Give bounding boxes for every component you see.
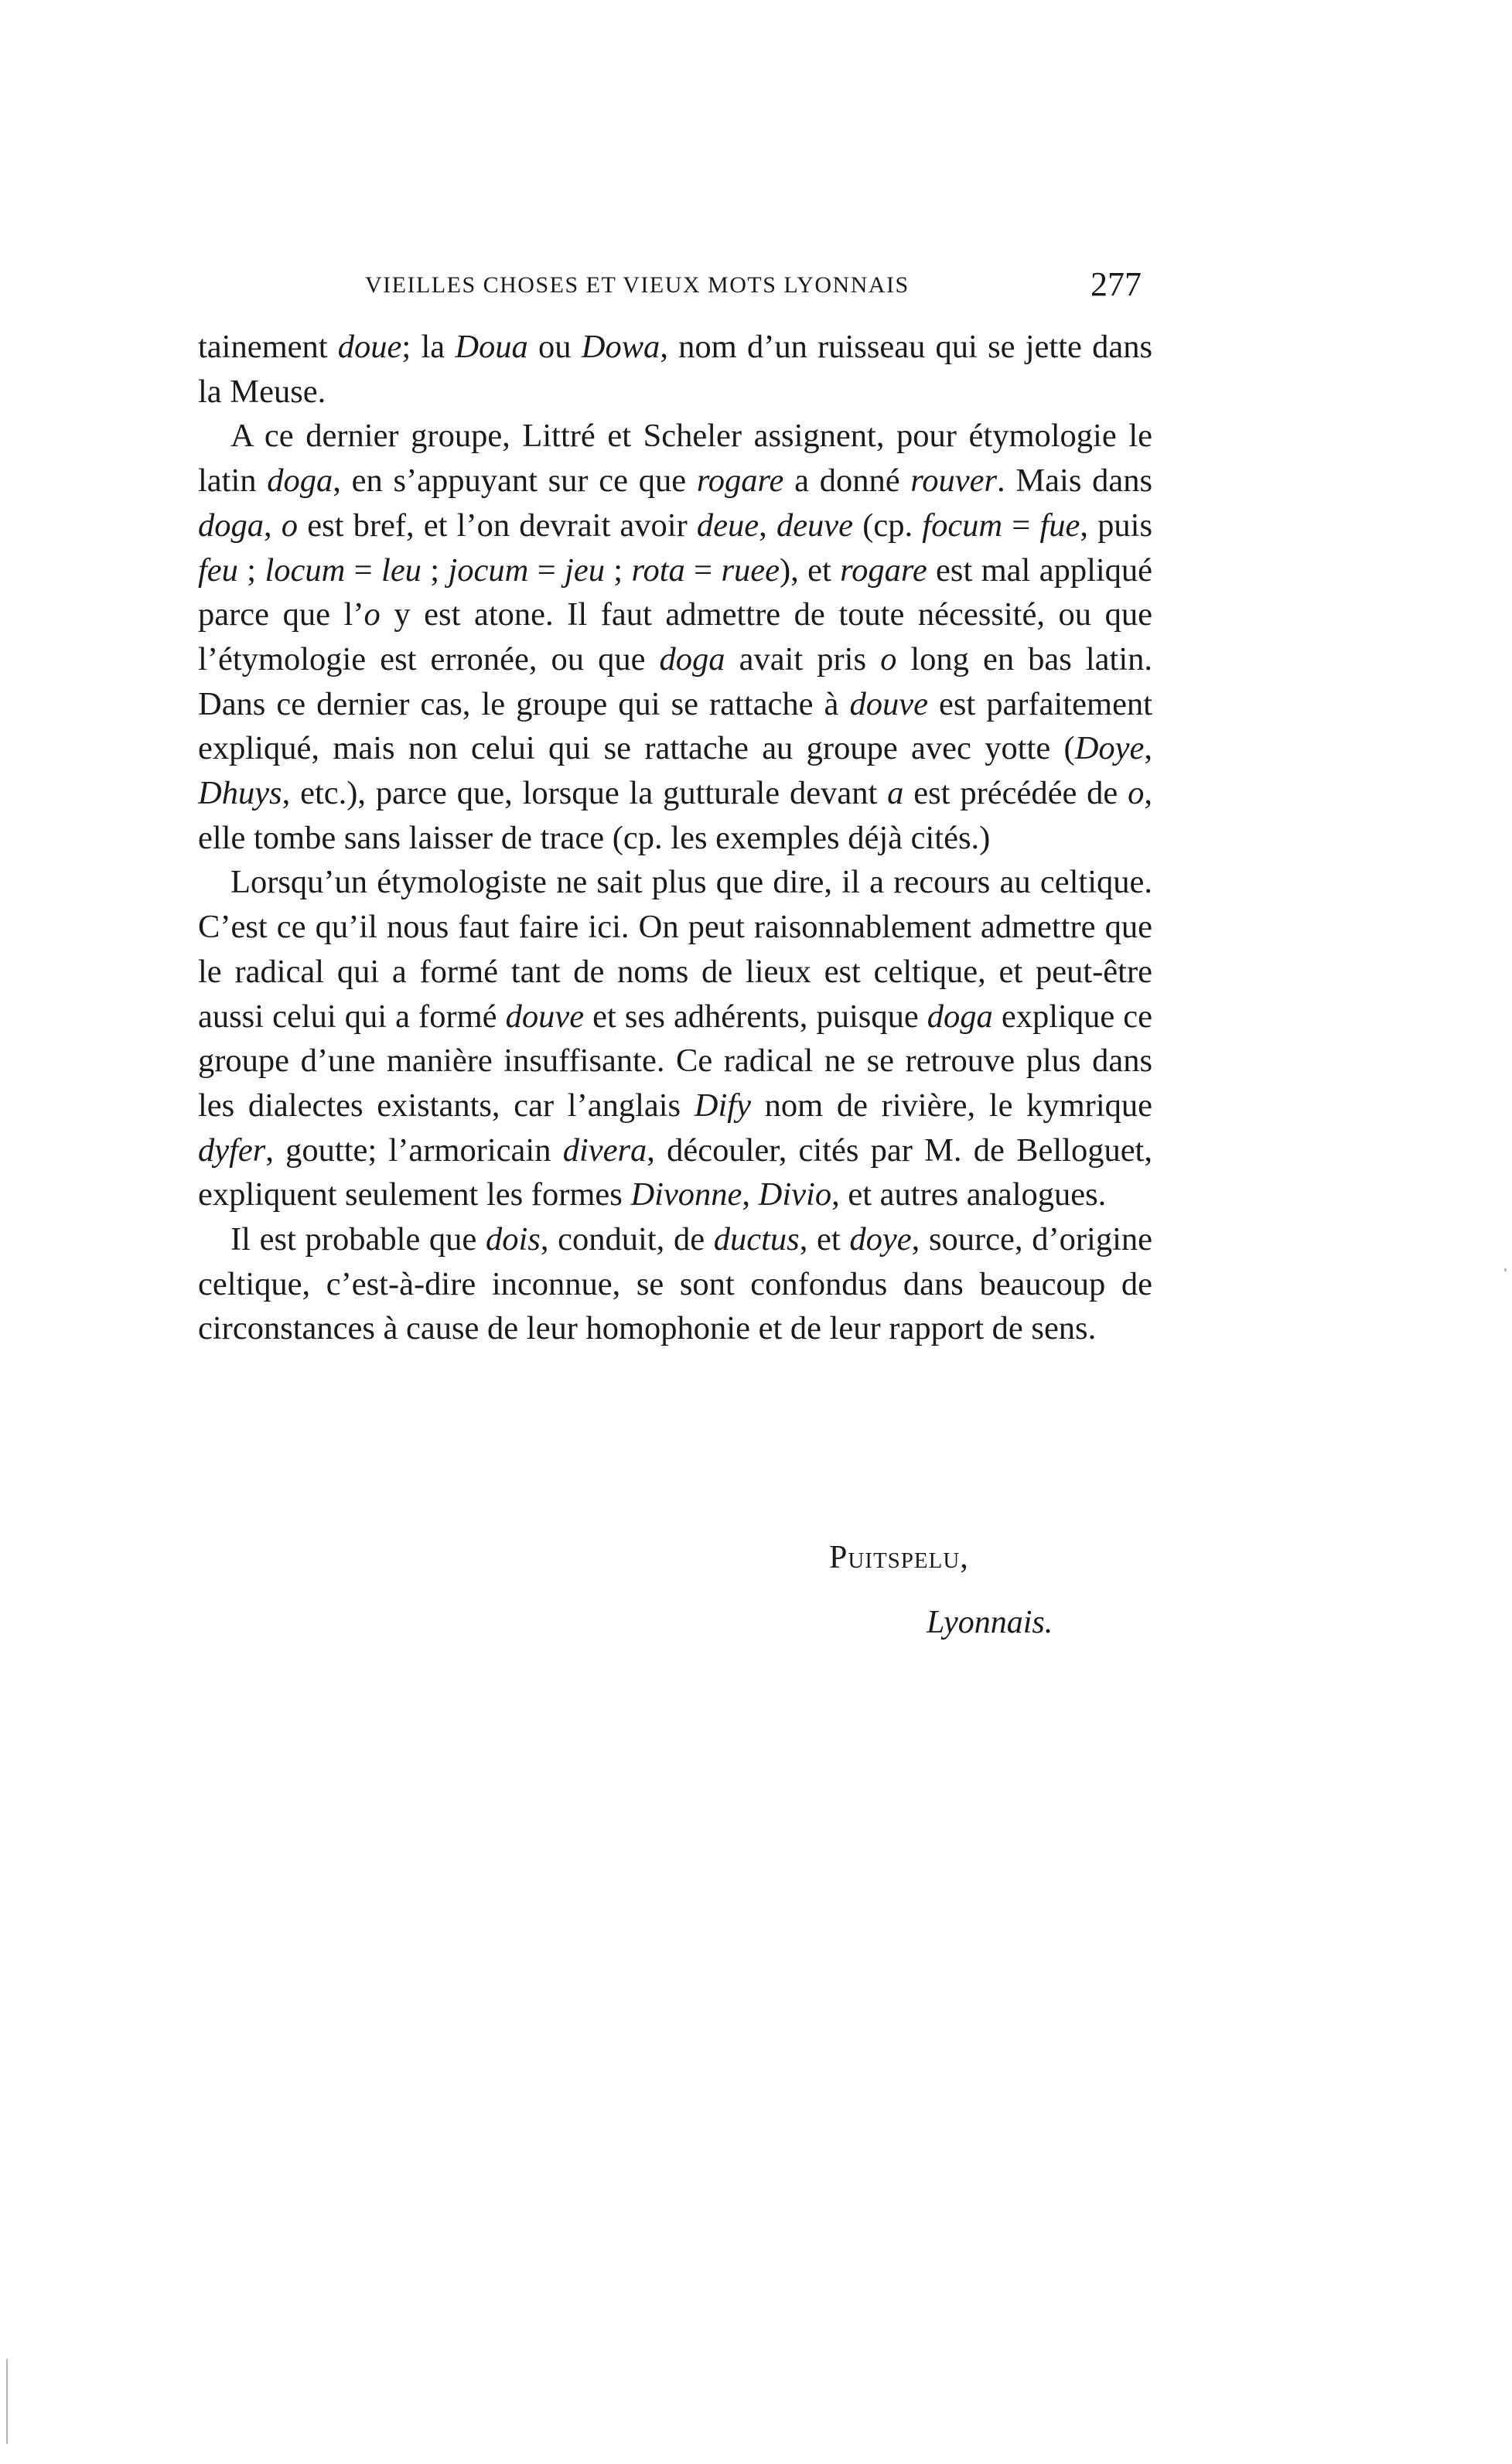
italic-term: a — [887, 775, 904, 812]
text-run: est mal appliqué parce que l’ — [198, 551, 1153, 633]
italic-term: o — [880, 640, 897, 677]
italic-term: jeu — [565, 551, 605, 589]
text-run: , etc.), parce que, lorsque la gutturale devant — [282, 775, 888, 812]
text-run: A ce dernier groupe, Littré et Scheler assignent, pour étymologie le latin — [198, 418, 1152, 500]
italic-term: Divonne — [630, 1176, 742, 1213]
paragraph — [198, 325, 1152, 414]
text-run: , — [1144, 730, 1152, 767]
signature-name: Puitspelu, — [829, 1540, 969, 1575]
article-body — [198, 325, 1152, 1351]
text-run: , elle tombe sans laisser de trace (cp. les exemples déjà cités.) — [198, 775, 1153, 856]
italic-term: locum — [265, 551, 346, 589]
italic-term: rogare — [840, 551, 927, 589]
text-run: = — [1002, 507, 1040, 544]
italic-term: douve — [849, 685, 928, 722]
text-run: . Mais dans — [997, 462, 1153, 500]
italic-term: leu — [381, 551, 422, 589]
italic-term: rota — [631, 551, 685, 589]
text-run: y est atone. Il faut admettre de toute nécessité, ou que l’étymologie est erronée, ou que — [198, 596, 1152, 677]
italic-term: doga — [927, 998, 993, 1035]
text-run: = — [345, 551, 382, 589]
paragraph — [198, 1217, 1152, 1351]
italic-term: ruee — [721, 551, 780, 589]
italic-term: feu — [198, 551, 238, 589]
text-run: , en s’appuyant sur ce que — [333, 462, 697, 500]
italic-term: doue — [337, 329, 402, 365]
text-run: (cp. — [853, 507, 923, 544]
text-run: nom de rivière, le kymrique — [750, 1087, 1152, 1124]
italic-term: dyfer — [198, 1131, 266, 1169]
text-run: explique ce groupe d’une manière insuffisante. Ce radical ne se retrouve plus dans les dialectes existants, car l’anglais — [198, 998, 1152, 1124]
text-run: , et autres analogues. — [831, 1176, 1107, 1213]
text-run: Il est probable que — [230, 1221, 486, 1258]
text-run: , — [742, 1176, 759, 1213]
italic-term: fue — [1039, 507, 1080, 544]
scan-mark — [6, 2359, 8, 2444]
text-run: ; — [237, 551, 265, 589]
italic-term: o — [363, 596, 381, 633]
text-run: avait pris — [725, 640, 881, 677]
text-run: , goutte; l’armoricain — [265, 1131, 563, 1169]
text-run: ), et — [779, 551, 841, 589]
text-run: et ses adhérents, puisque — [584, 998, 927, 1035]
italic-term: doga — [198, 507, 264, 544]
text-run: , — [759, 507, 776, 544]
text-run: tainement — [198, 329, 338, 365]
text-run: , découler, cités par M. de Belloguet, expliquent seulement les formes — [198, 1131, 1152, 1213]
italic-term: divera — [562, 1131, 647, 1169]
italic-term: Dowa — [581, 329, 660, 365]
text-run: ; la — [401, 329, 456, 365]
text-run: , et — [799, 1221, 850, 1258]
italic-term: jocum — [448, 551, 529, 589]
running-head-title: VIEILLES CHOSES ET VIEUX MOTS LYONNAIS — [365, 272, 910, 298]
italic-term: dois — [485, 1221, 541, 1258]
text-run: , — [264, 507, 282, 544]
italic-term: rouver — [910, 462, 998, 500]
text-run: est parfaitement expliqué, mais non celui qui se rattache au groupe avec yotte ( — [198, 685, 1152, 767]
italic-term: o — [1128, 775, 1145, 812]
italic-term: Dhuys — [198, 775, 282, 812]
text-run: , nom d’un ruisseau qui se jette dans la Meuse. — [198, 329, 1152, 410]
signature-place: Lyonnais. — [927, 1605, 1053, 1640]
italic-term: o — [281, 507, 299, 544]
italic-term: doga — [267, 462, 333, 500]
text-run: , conduit, de — [540, 1221, 714, 1258]
italic-term: rogare — [696, 462, 784, 500]
text-run: long en bas latin. Dans ce dernier cas, le groupe qui se rattache à — [198, 640, 1153, 722]
italic-term: Doua — [455, 329, 528, 365]
text-run: ; — [421, 551, 449, 589]
text-run: , puis — [1080, 507, 1152, 544]
text-run: Lorsqu’un étymologiste ne sait plus que dire, il a recours au celtique. C’est ce qu’il nous faut faire ici. On peut raisonnablement admettre que le radical qui a formé tant de noms de lieux est celtique, et peut-être aussi celui qui a formé — [198, 864, 1152, 1035]
italic-term: douve — [505, 998, 585, 1035]
italic-term: doye — [849, 1221, 912, 1258]
italic-term: Divio — [758, 1176, 832, 1213]
text-run: ; — [604, 551, 632, 589]
text-run: = — [684, 551, 722, 589]
italic-term: Doye — [1074, 730, 1145, 767]
italic-term: doga — [659, 640, 725, 677]
text-run: = — [528, 551, 565, 589]
page-number: 277 — [1090, 265, 1142, 303]
text-run: est bref, et l’on devrait avoir — [298, 507, 697, 544]
paragraph — [198, 860, 1152, 1217]
italic-term: ductus — [713, 1221, 800, 1258]
paragraph — [198, 414, 1152, 860]
text-run: a donné — [783, 462, 911, 500]
italic-term: deuve — [776, 507, 854, 544]
scan-mark — [1504, 1268, 1507, 1271]
italic-term: focum — [922, 507, 1003, 544]
text-run: ou — [527, 329, 582, 365]
text-run: est précédée de — [903, 775, 1128, 812]
text-run: , source, d’origine celtique, c’est-à-dire inconnue, se sont confondus dans beaucoup de circonstances à cause de leur homophonie et de leur rapport de sens. — [198, 1221, 1152, 1347]
italic-term: deue — [696, 507, 759, 544]
italic-term: Dify — [694, 1087, 751, 1124]
